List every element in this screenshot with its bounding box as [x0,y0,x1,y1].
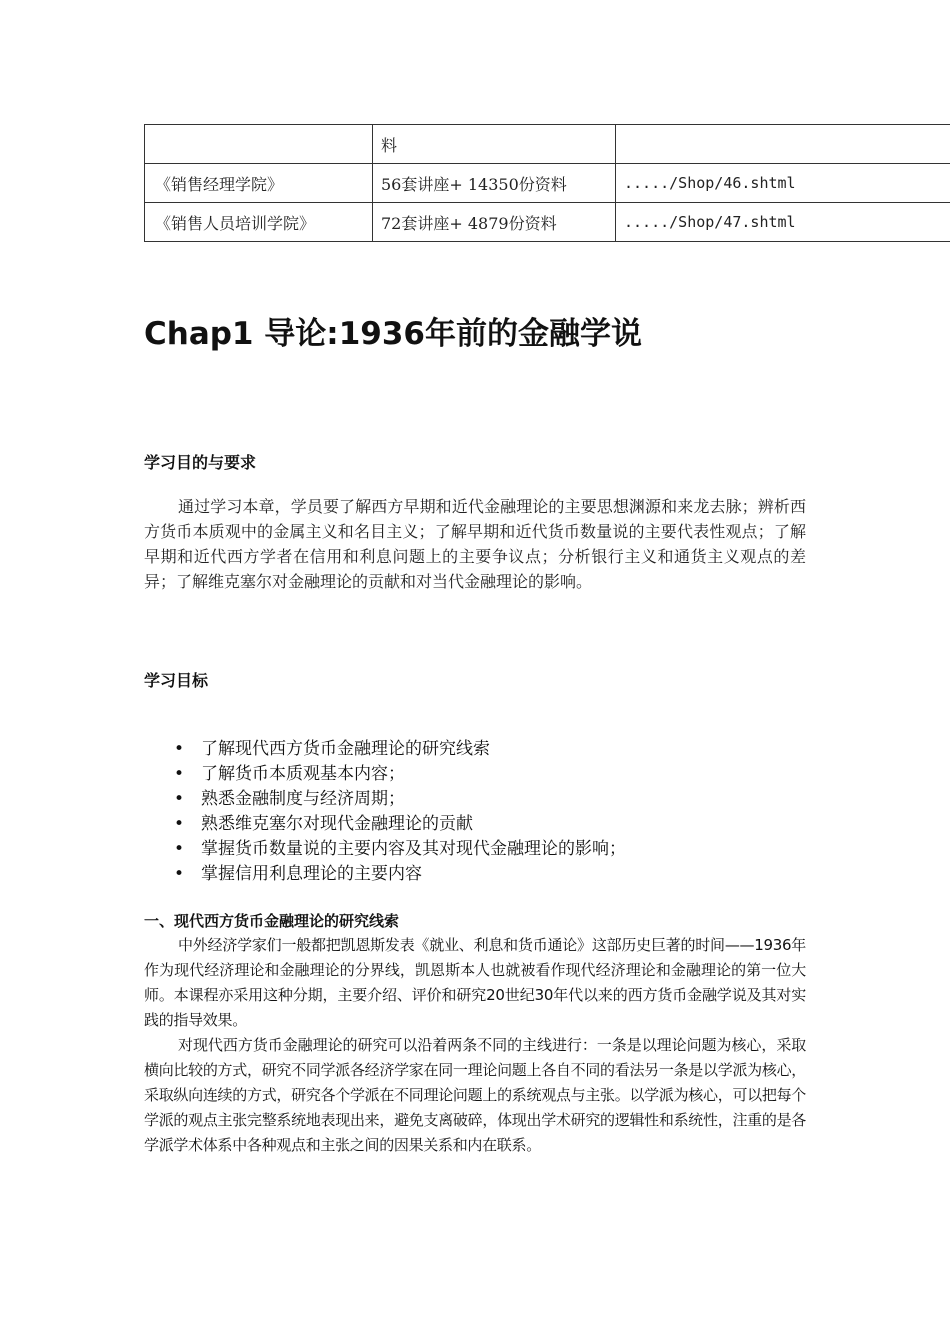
purpose-paragraph: 通过学习本章，学员要了解西方早期和近代金融理论的主要思想渊源和来龙去脉；辨析西方货币本质观中的金属主义和名目主义；了解早期和近代货币数量说的主要代表性观点；了解早期和近代西方学者在信用和利息问题上的主要争议点；分析银行主义和通货主义观点的差异；了解维克塞尔对金融理论的贡献和对当代金融理论的影响。 [144,497,806,591]
list-item-text: 了解现代西方货币金融理论的研究线索 [201,739,490,759]
bullet-icon: • [173,764,185,784]
list-item [172,837,626,862]
purpose-heading: 学习目的与要求 [144,453,257,472]
list-item [172,762,626,787]
table-cell-name [145,125,373,164]
list-item [172,812,626,837]
list-item [172,737,626,762]
bullet-icon: • [173,864,185,884]
table-cell-content: 56套讲座+ 14350份资料 [373,164,616,203]
table-cell-link[interactable]: ...../Shop/47.shtml [616,203,950,242]
resource-table [144,124,950,242]
table-cell-link [616,125,950,164]
list-item-text: 了解货币本质观基本内容； [201,764,405,784]
list-item [172,787,626,812]
table-cell-content: 料 [373,125,616,164]
list-item-text: 熟悉金融制度与经济周期； [201,789,405,809]
section1-paragraph-1: 中外经济学家们一般都把凯恩斯发表《就业、利息和货币通论》这部历史巨著的时间——1936年作为现代经济理论和金融理论的分界线，凯恩斯本人也就被看作现代经济理论和金融理论的第一位大师。本课程亦采用这种分期，主要介绍、评价和研究20世纪30年代以来的西方货币金融学说及其对实践的指导效果。 [144,936,806,1029]
list-item-text: 掌握货币数量说的主要内容及其对现代金融理论的影响； [201,839,626,859]
section1-heading: 一、现代西方货币金融理论的研究线索 [144,912,400,930]
table-cell-name: 《销售人员培训学院》 [145,203,373,242]
table-row [145,125,950,164]
table-cell-link[interactable]: ...../Shop/46.shtml [616,164,950,203]
chapter-title: Chap1 导论:1936年前的金融学说 [144,316,642,352]
list-item-text: 掌握信用利息理论的主要内容 [201,864,422,884]
objectives-heading: 学习目标 [144,671,209,690]
table-row [145,203,950,242]
bullet-icon: • [173,739,185,759]
table-cell-content: 72套讲座+ 4879份资料 [373,203,616,242]
bullet-icon: • [173,814,185,834]
bullet-icon: • [173,839,185,859]
objectives-list [172,737,626,887]
bullet-icon: • [173,789,185,809]
table-row [145,164,950,203]
table-cell-name: 《销售经理学院》 [145,164,373,203]
list-item [172,862,626,887]
list-item-text: 熟悉维克塞尔对现代金融理论的贡献 [201,814,473,834]
section1-paragraph-2: 对现代西方货币金融理论的研究可以沿着两条不同的主线进行：一条是以理论问题为核心，采取横向比较的方式，研究不同学派各经济学家在同一理论问题上各自不同的看法另一条是以学派为核心，采取纵向连续的方式，研究各个学派在不同理论问题上的系统观点与主张。以学派为核心，可以把每个学派的观点主张完整系统地表现出来，避免支离破碎，体现出学术研究的逻辑性和系统性，注重的是各学派学术体系中各种观点和主张之间的因果关系和内在联系。 [144,1036,806,1154]
